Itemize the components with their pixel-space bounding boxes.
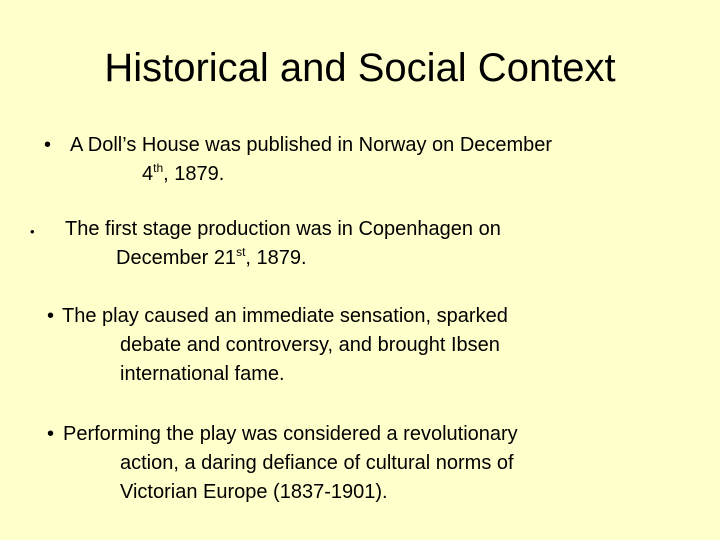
- bullet-text-line: A Doll’s House was published in Norway on December: [70, 134, 553, 156]
- bullet-marker: •: [30, 224, 35, 239]
- bullet-text-line: action, a daring defiance of cultural norms of: [120, 452, 514, 474]
- bullet-text-line: international fame.: [120, 363, 285, 385]
- bullet-text-line: Victorian Europe (1837-1901).: [120, 481, 388, 503]
- bullet-marker: •: [44, 134, 52, 156]
- bullet-text-line: The play caused an immediate sensation, sparked: [62, 305, 508, 327]
- bullet-marker: •: [47, 423, 55, 445]
- bullet-text-line: [116, 244, 307, 273]
- bullet-marker: •: [47, 305, 55, 327]
- bullet-text-line: debate and controversy, and brought Ibsen: [120, 334, 500, 356]
- bullet-text: December 21: [116, 247, 237, 269]
- bullet-text-line: Performing the play was considered a revolutionary: [63, 423, 518, 445]
- bullet-text: , 1879.: [245, 247, 307, 269]
- bullet-text: , 1879.: [163, 163, 225, 185]
- bullet-text: 4: [142, 163, 154, 185]
- ordinal-suffix: st: [236, 245, 246, 259]
- bullet-text-line: The first stage production was in Copenhagen on: [65, 218, 501, 240]
- bullet-text-line: [142, 160, 224, 189]
- ordinal-suffix: th: [153, 161, 164, 175]
- slide-title: Historical and Social Context: [104, 46, 616, 90]
